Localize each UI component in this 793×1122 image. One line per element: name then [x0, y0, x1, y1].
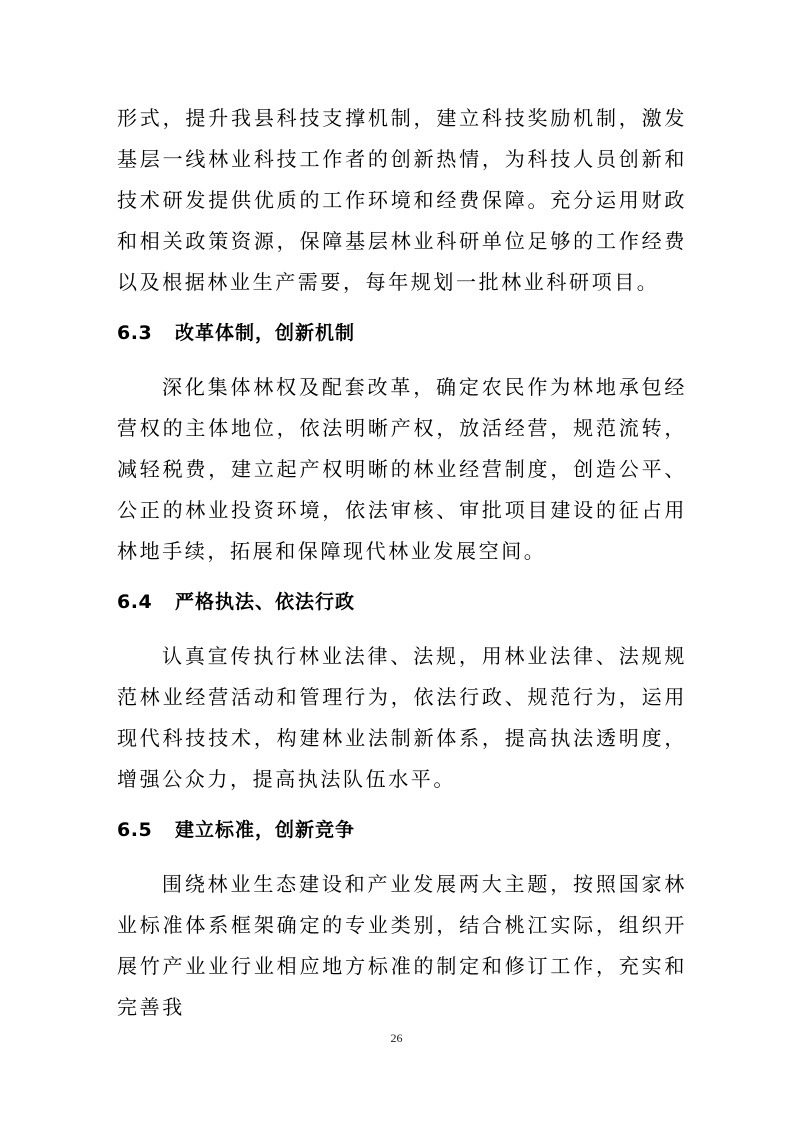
section-title: 严格执法、依法行政: [175, 591, 356, 613]
section-heading-6-5: [117, 817, 687, 843]
section-number: 6.3: [117, 322, 153, 344]
page-content: [117, 98, 687, 1028]
section-heading-6-3: [117, 320, 687, 346]
section-number: 6.4: [117, 591, 153, 613]
paragraph-intro: 形式，提升我县科技支撑机制，建立科技奖励机制，激发基层一线林业科技工作者的创新热情，为科技人员创新和技术研发提供优质的工作环境和经费保障。充分运用财政和相关政策资源，保障基层林业科研单位足够的工作经费以及根据林业生产需要，每年规划一批林业科研项目。: [117, 106, 687, 294]
paragraph-law-enforcement: 认真宣传执行林业法律、法规，用林业法律、法规规范林业经营活动和管理行为，依法行政、规范行为，运用现代科技技术，构建林业法制新体系，提高执法透明度，增强公众力，提高执法队伍水平。: [117, 644, 687, 791]
page-number: 26: [390, 1031, 403, 1045]
section-title: 改革体制，创新机制: [175, 322, 356, 344]
paragraph-standards: 围绕林业生态建设和产业发展两大主题，按照国家林业标准体系框架确定的专业类别，结合桃江实际，组织开展竹产业业行业相应地方标准的制定和修订工作，充实和完善我: [117, 872, 687, 1019]
section-heading-6-4: [117, 589, 687, 615]
section-title: 建立标准，创新竞争: [175, 819, 356, 841]
section-number: 6.5: [117, 819, 153, 841]
paragraph-reform: 深化集体林权及配套改革，确定农民作为林地承包经营权的主体地位，依法明晰产权，放活经营，规范流转，减轻税费，建立起产权明晰的林业经营制度，创造公平、公正的林业投资环境，依法审核、审批项目建设的征占用林地手续，拓展和保障现代林业发展空间。: [117, 375, 687, 563]
